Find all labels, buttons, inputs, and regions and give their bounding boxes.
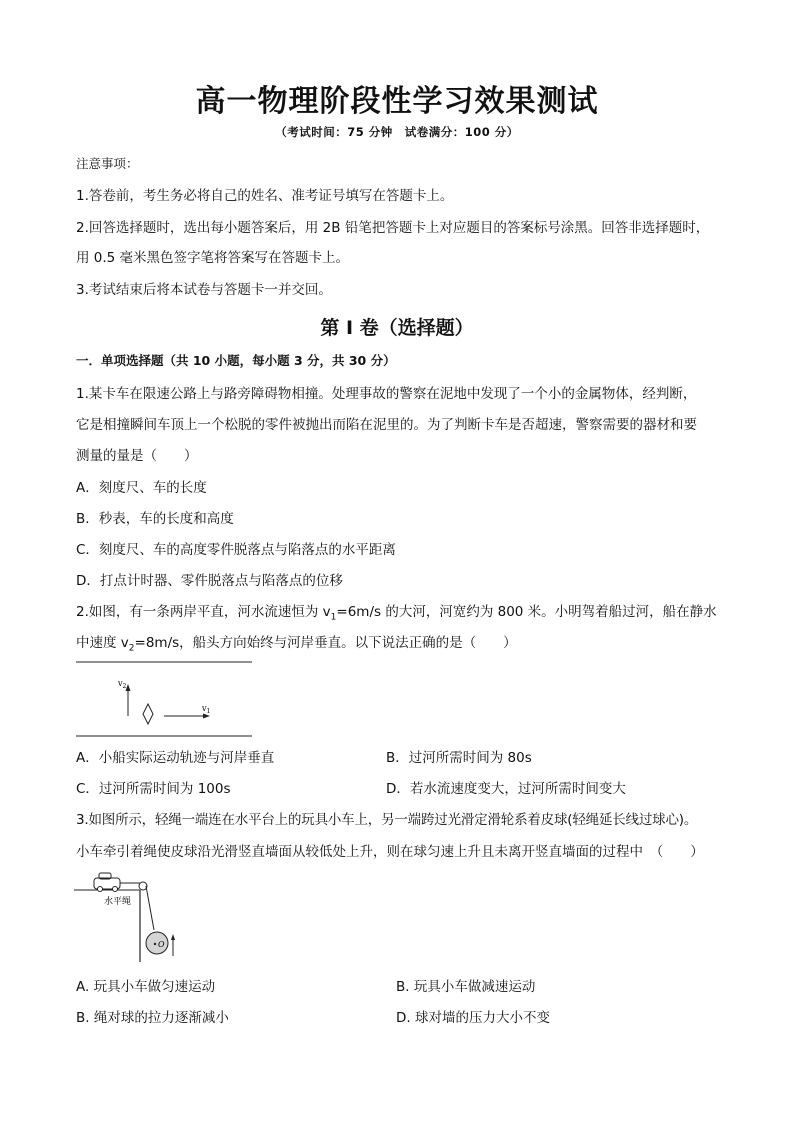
notes-label: 注意事项：: [76, 156, 139, 171]
q3-option-d: D. 球对墙的压力大小不变: [396, 1010, 550, 1026]
car-wheel-icon: [113, 887, 118, 892]
ball-icon: [146, 932, 168, 954]
q2-text-part: =8m/s，船头方向始终与河岸垂直。以下说法正确的是（ ）: [134, 635, 517, 651]
v2-label: $v_2$: [118, 679, 127, 690]
q3-option-a: A. 玩具小车做匀速运动: [76, 979, 216, 995]
q2-text-part: 2.如图，有一条两岸平直，河水流速恒为 v: [76, 604, 331, 620]
section-title: 第 I 卷（选择题）: [320, 317, 474, 339]
q2-option-a: A．小船实际运动轨迹与河岸垂直: [76, 750, 275, 766]
question-3-text: 小车牵引着绳使皮球沿光滑竖直墙面从较低处上升，则在球匀速上升且未离开竖直墙面的过程中 （ ）: [76, 844, 704, 860]
question-2-text: [76, 634, 517, 658]
q1-option-d: D．打点计时器、零件脱落点与陷落点的位移: [76, 573, 343, 589]
q2-text-part: 中速度 v: [76, 635, 129, 651]
question-3-text: 3.如图所示，轻绳一端连在水平台上的玩具小车上，另一端跨过光滑定滑轮系着皮球(轻绳延长线过球心)。: [76, 812, 698, 828]
pulley-icon: [139, 882, 147, 890]
exam-info: （考试时间：75 分钟 试卷满分：100 分）: [275, 125, 519, 139]
note-item: 2.回答选择题时，选出每小题答案后，用 2B 铅笔把答题卡上对应题目的答案标号涂黑。回答非选择题时，: [76, 220, 710, 236]
q3-option-b: B. 玩具小车做减速运动: [396, 979, 536, 995]
q2-option-d: D．若水流速度变大，过河所需时间变大: [386, 781, 626, 797]
hanging-rope: [146, 886, 154, 930]
q2-text-part: =6m/s 的大河，河宽约为 800 米。小明驾着船过河，船在静水: [336, 604, 717, 620]
q2-option-b: B．过河所需时间为 80s: [386, 750, 532, 766]
car-wheel-icon: [98, 887, 103, 892]
q2-subscript: 1: [330, 612, 337, 623]
question-1-text: 它是相撞瞬间车顶上一个松脱的零件被抛出而陷在泥里的。为了判断卡车是否超速，警察需要的器材和要: [76, 417, 697, 433]
question-1-text: 测量的量是（ ）: [76, 448, 198, 464]
q2-subscript: 2: [128, 643, 135, 654]
note-item: 1.答卷前，考生务必将自己的姓名、准考证号填写在答题卡上。: [76, 188, 454, 204]
boat-icon: [143, 704, 153, 724]
page-title: 高一物理阶段性学习效果测试: [195, 84, 599, 119]
q1-option-c: C．刻度尺、车的高度零件脱落点与陷落点的水平距离: [76, 542, 396, 558]
ball-center-dot: [154, 943, 156, 945]
v1-label: $v_1$: [202, 704, 211, 715]
part-label: 一．单项选择题（共 10 小题，每小题 3 分，共 30 分）: [76, 353, 396, 368]
question-2-text: [76, 603, 717, 627]
velocity-arrowhead: [171, 934, 175, 940]
q1-option-b: B．秒表，车的长度和高度: [76, 511, 234, 527]
note-item: 3.考试结束后将本试卷与答题卡一并交回。: [76, 282, 332, 298]
note-item: 用 0.5 毫米黑色签字笔将答案写在答题卡上。: [76, 250, 350, 266]
q3-option-c: B. 绳对球的拉力逐渐减小: [76, 1010, 229, 1026]
river-figure: [74, 658, 256, 740]
rope-label: 水平绳: [104, 897, 132, 907]
center-label: O: [158, 940, 165, 949]
pulley-figure: [74, 868, 178, 964]
q1-option-a: A．刻度尺、车的长度: [76, 480, 207, 496]
question-1-text: 1.某卡车在限速公路上与路旁障碍物相撞。处理事故的警察在泥地中发现了一个小的金属物体，经判断，: [76, 386, 697, 402]
q2-option-c: C．过河所需时间为 100s: [76, 781, 231, 797]
